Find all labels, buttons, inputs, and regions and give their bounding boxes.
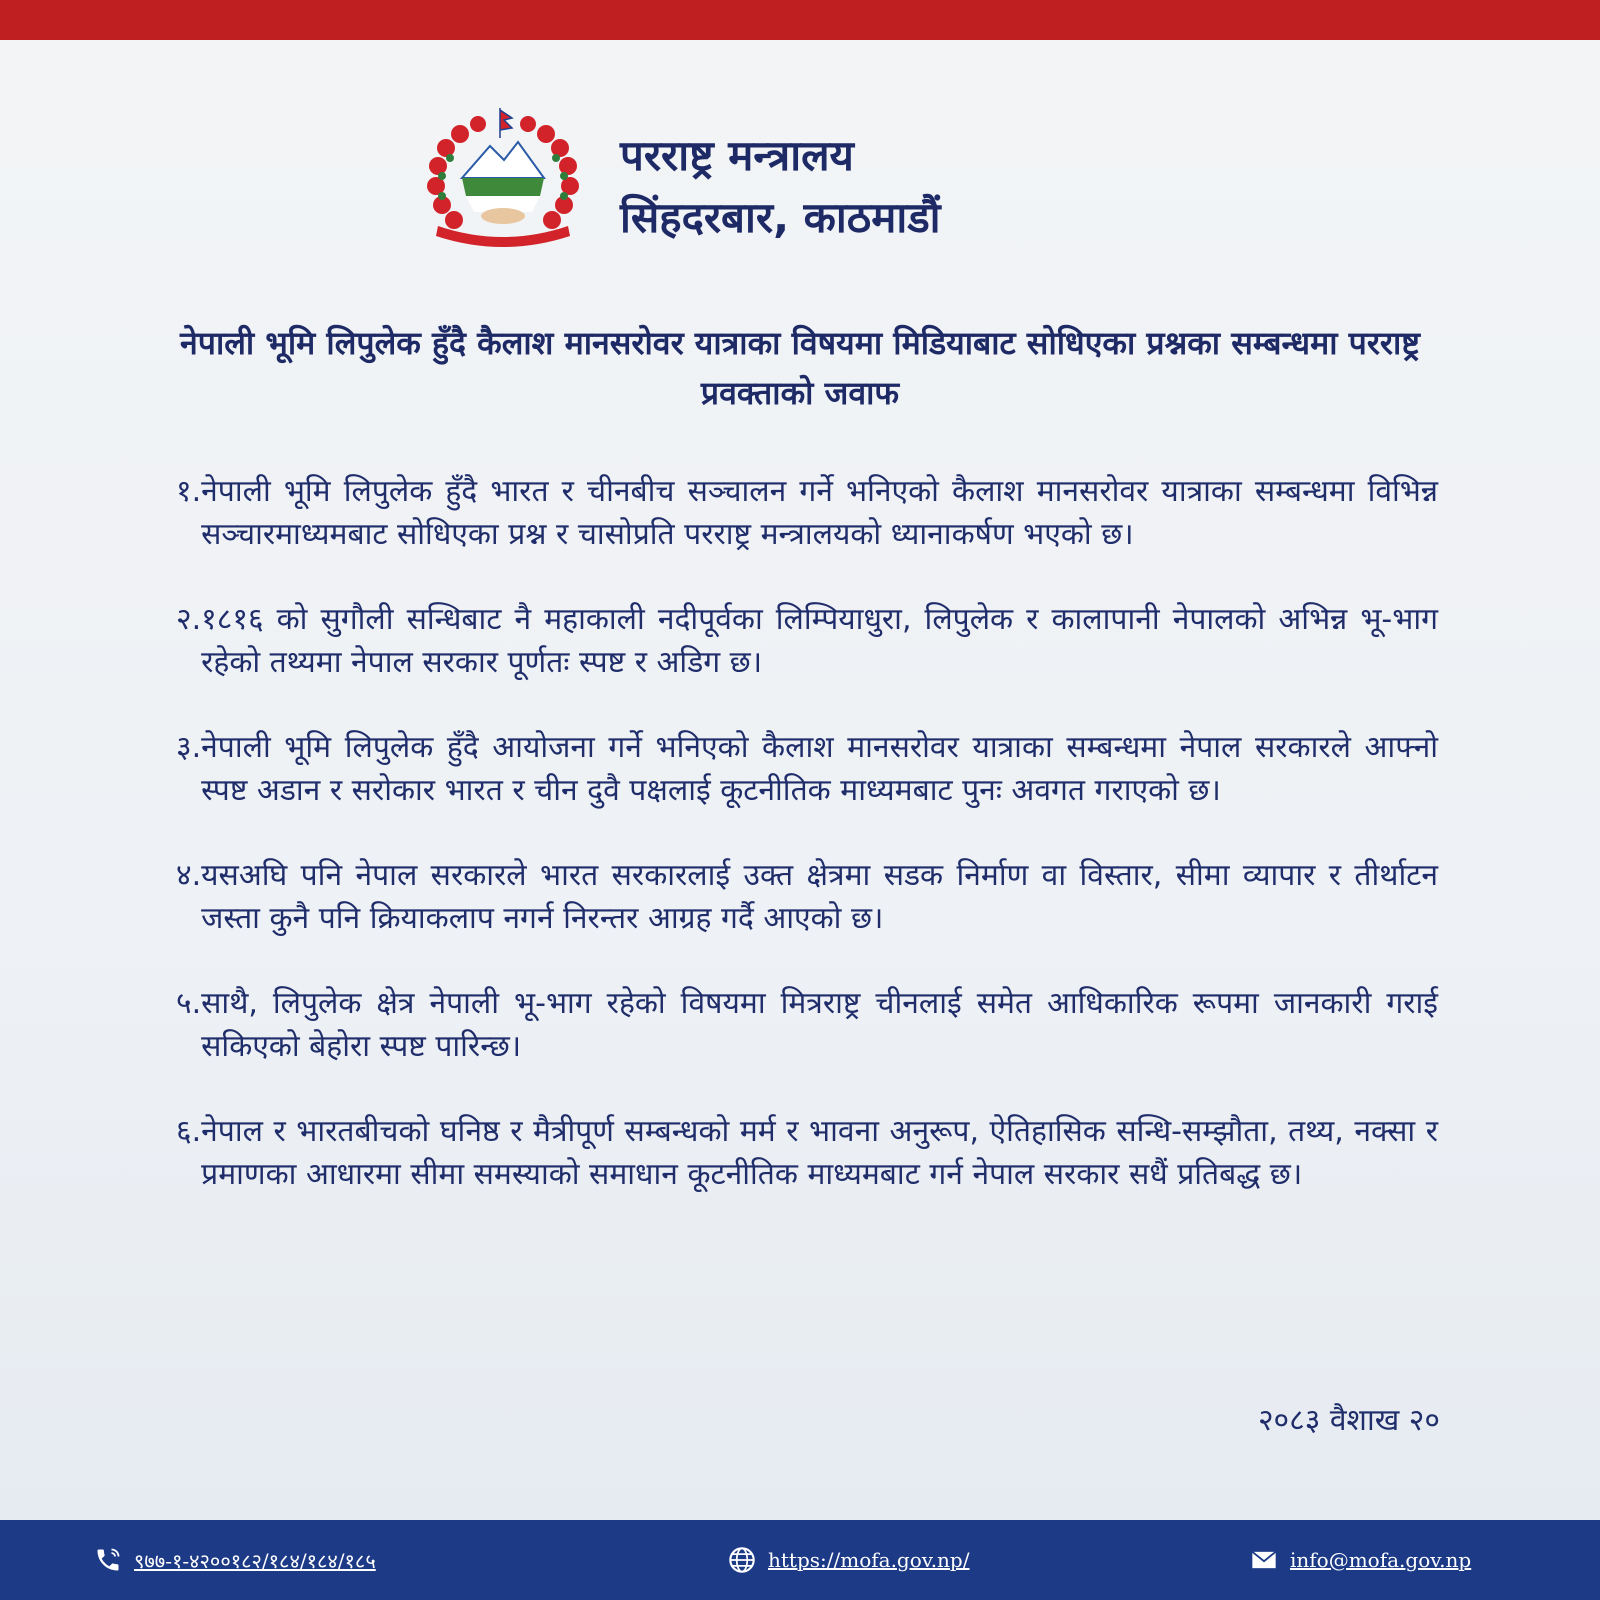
statement-point-3 [176,726,1438,812]
nepal-emblem-icon [420,108,585,248]
point-text: साथै, लिपुलेक क्षेत्र नेपाली भू-भाग रहेको विषयमा मित्रराष्ट्र चीनलाई समेत आधिकारिक रूपमा जानकारी गराई सकिएको बेहोरा स्पष्ट पारिन्छ। [201,986,1438,1064]
point-number: १. [176,474,202,509]
footer-phone [94,1540,376,1580]
globe-icon [728,1546,756,1574]
point-text: यसअघि पनि नेपाल सरकारले भारत सरकारलाई उक्त क्षेत्रमा सडक निर्माण वा विस्तार, सीमा व्यापार र तीर्थाटन जस्ता कुनै पनि क्रियाकलाप नगर्न निरन्तर आग्रह गर्दै आएको छ। [201,858,1438,936]
point-number: ६. [176,1114,202,1149]
phone-number[interactable]: ९७७-१-४२००१८२/१८४/१८४/१८५ [134,1548,376,1573]
phone-icon [94,1546,122,1574]
envelope-icon [1250,1546,1278,1574]
point-number: ४. [176,858,202,893]
point-text: नेपाली भूमि लिपुलेक हुँदै भारत र चीनबीच सञ्चालन गर्ने भनिएको कैलाश मानसरोवर यात्राका सम्बन्धमा विभिन्न सञ्चारमाध्यमबाट सोधिएका प्रश्न र चासोप्रति परराष्ट्र मन्त्रालयको ध्यानाकर्षण भएको छ। [201,474,1438,552]
letterhead [420,108,1180,258]
office-name: परराष्ट्र मन्त्रालय [620,131,854,180]
contact-footer [0,1520,1600,1600]
release-date: २०८३ वैशाख २० [1257,1403,1440,1438]
point-text: १८१६ को सुगौली सन्धिबाट नै महाकाली नदीपूर्वका लिम्पियाधुरा, लिपुलेक र कालापानी नेपालको अभिन्न भू-भाग रहेको तथ्यमा नेपाल सरकार पूर्णतः स्पष्ट र अडिग छ। [201,602,1438,680]
office-location: सिंहदरबार, काठमाडौं [620,193,941,242]
footer-email [1250,1540,1471,1580]
footer-website [728,1540,969,1580]
point-number: ३. [176,730,202,765]
top-red-bar [0,0,1600,40]
point-text: नेपाल र भारतबीचको घनिष्ठ र मैत्रीपूर्ण सम्बन्धको मर्म र भावना अनुरूप, ऐतिहासिक सन्धि-सम्झौता, तथ्य, नक्सा र प्रमाणका आधारमा सीमा समस्याको समाधान कूटनीतिक माध्यमबाट गर्न नेपाल सरकार सधैं प्रतिबद्ध छ। [201,1114,1438,1192]
statement-point-6 [176,1110,1438,1196]
point-number: ५. [176,986,202,1021]
statement-point-4 [176,854,1438,940]
email-link[interactable]: info@mofa.gov.np [1290,1548,1472,1572]
statement-point-5 [176,982,1438,1068]
point-number: २. [176,602,202,637]
website-link[interactable]: https://mofa.gov.np/ [768,1548,970,1572]
statement-point-1 [176,470,1438,556]
statement-points [176,470,1438,1238]
statement-point-2 [176,598,1438,684]
point-text: नेपाली भूमि लिपुलेक हुँदै आयोजना गर्ने भनिएको कैलाश मानसरोवर यात्राका सम्बन्धमा नेपाल सरकारले आफ्नो स्पष्ट अडान र सरोकार भारत र चीन दुवै पक्षलाई कूटनीतिक माध्यमबाट पुनः अवगत गराएको छ। [201,730,1438,808]
release-title: नेपाली भूमि लिपुलेक हुँदै कैलाश मानसरोवर यात्राका विषयमा मिडियाबाट सोधिएका प्रश्नका सम्बन्धमा परराष्ट्र प्रवक्ताको जवाफ [180,324,1420,412]
